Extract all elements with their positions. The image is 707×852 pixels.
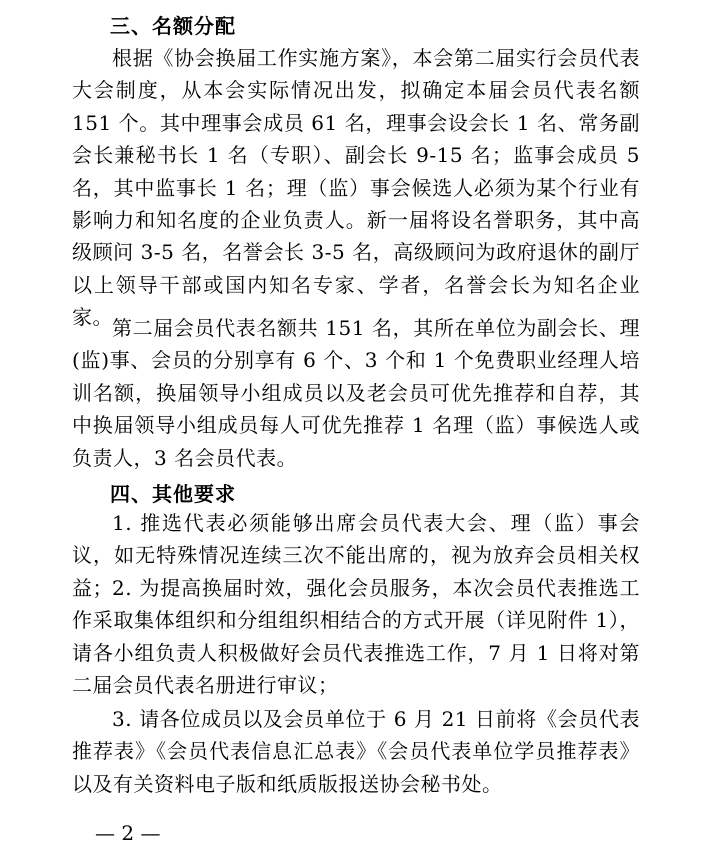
requirement-item-3: 3. 请各位成员以及会员单位于 6 月 21 日前将《会员代表推荐表》《会员代表信息汇总表》《会员代表单位学员推荐表》以及有关资料电子版和纸质版报送协会秘书处。 (72, 707, 640, 796)
paragraph-quota-allocation: 根据《协会换届工作实施方案》，本会第二届实行会员代表大会制度，从本会实际情况出发，拟确定本届会员代表名额 151 个。其中理事会成员 61 名，理事会设会长 1 名、常务副会长兼秘书长 1 名（专职）、副会长 9-15 名；监事会成员 5 名，其中监事长 1 名；理（监）事会候选人必须为某个行业有影响力和知名度的企业负责人。新一届将设名誉职务，其中高级顾问 3-5 名，名誉会长 3-5 名，高级顾问为政府退休的副厅以上领导干部或国内知名专家、学者，名誉会长为知名企业家。 (72, 46, 640, 330)
paragraph-representative-quota: 第二届会员代表名额共 151 名，其所在单位为副会长、理(监)事、会员的分别享有 6 个、3 个和 1 个免费职业经理人培训名额，换届领导小组成员以及老会员可优先推荐和自荐，其中换届领导小组成员每人可优先推荐 1 名理（监）事候选人或负责人，3 名会员代表。 (72, 316, 640, 470)
requirement-item-1: 1. 推选代表必须能够出席会员代表大会、理（监）事会议，如无特殊情况连续三次不能出席的，视为放弃会员相关权益； (72, 511, 640, 600)
section-heading-quota: 三、名额分配 (110, 14, 236, 38)
page-number: — 2 — (95, 821, 161, 845)
section-heading-other-requirements: 四、其他要求 (110, 482, 236, 506)
requirement-item-2: 2. 为提高换届时效，强化会员服务，本次会员代表推选工作采取集体组织和分组组织相结合的方式开展（详见附件 1），请各小组负责人积极做好会员代表推选工作，7 月 1 日将对第二届会员代表名册进行审议； (72, 576, 640, 698)
